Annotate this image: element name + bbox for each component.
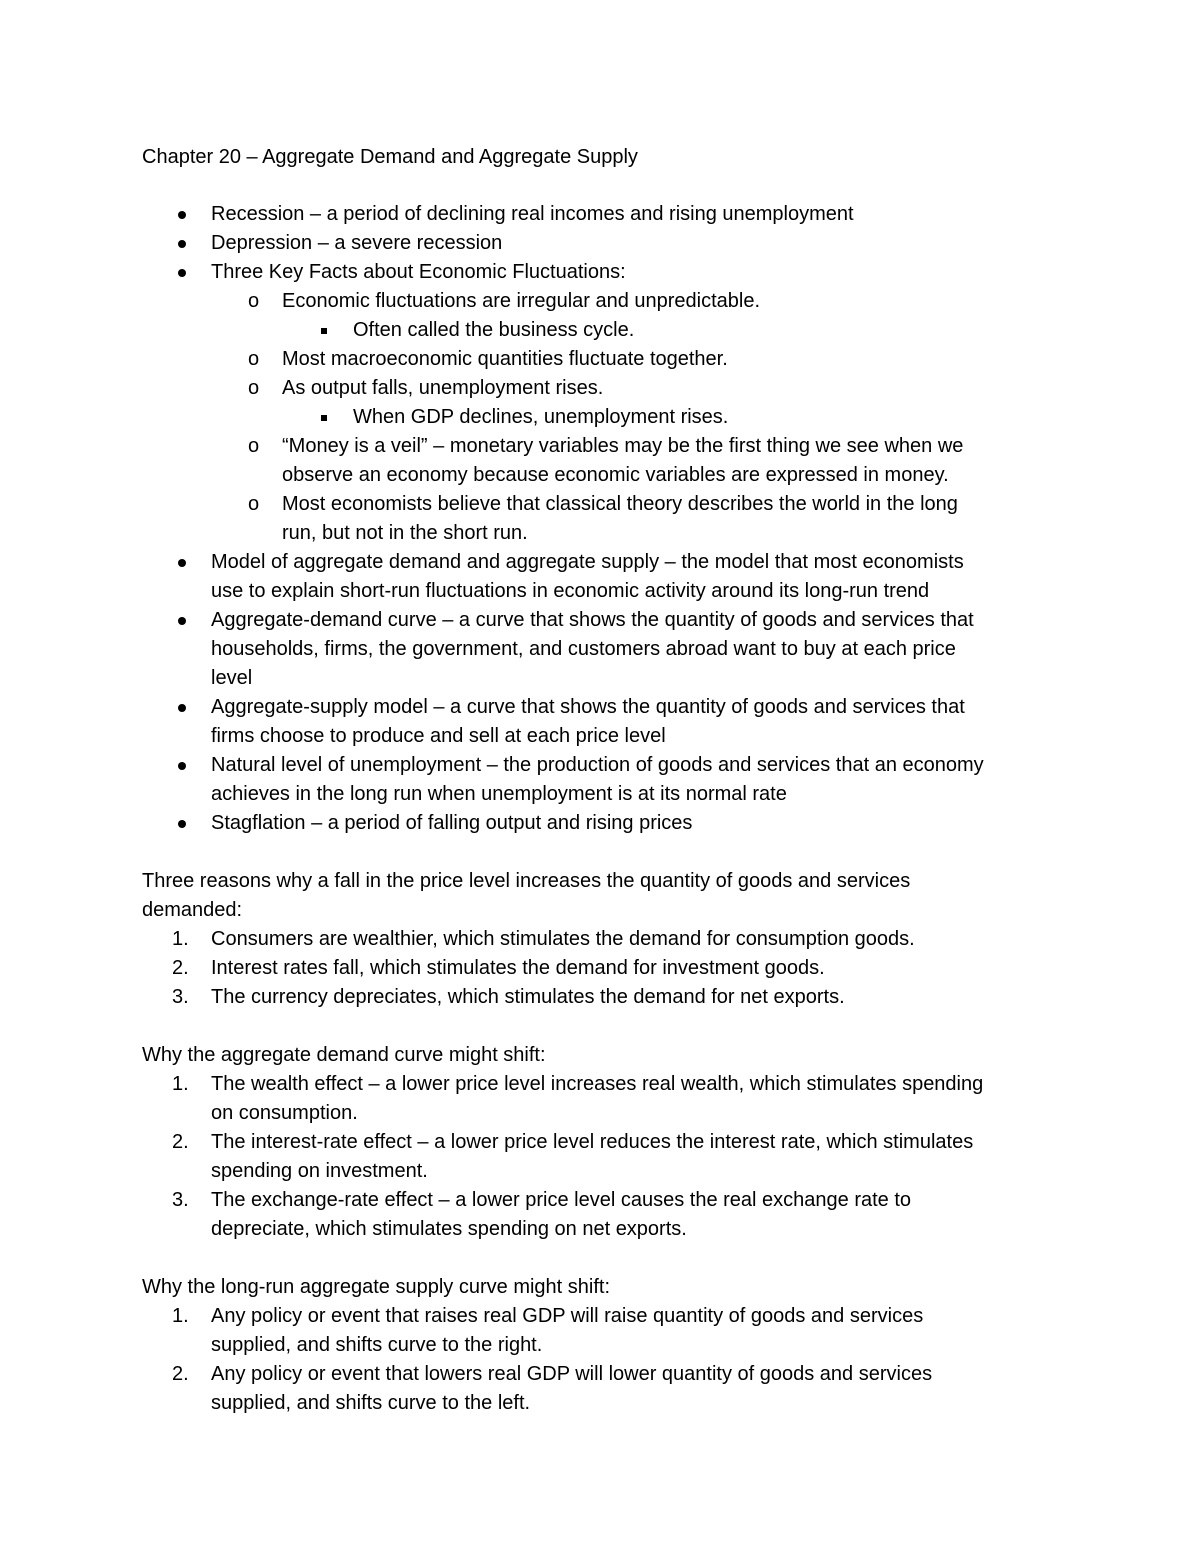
section-heading: Why the long-run aggregate supply curve might shift: [142,1276,611,1298]
list-item-text: Three Key Facts about Economic Fluctuations: [211,261,626,283]
list-item-text: Aggregate-demand curve – a curve that shows the quantity of goods and services that [211,609,974,631]
bullet-dot-icon [178,559,186,567]
list-number: 2. [172,957,189,979]
list-item-text: Depression – a severe recession [211,232,503,254]
bullet-circle-icon: o [248,493,260,515]
bullet-circle-icon: o [248,290,260,312]
numbered-item-text: Consumers are wealthier, which stimulates the demand for consumption goods. [211,928,915,950]
bullet-dot-icon [178,704,186,712]
list-number: 1. [172,928,189,950]
bullet-dot-icon [178,617,186,625]
list-item-text: When GDP declines, unemployment rises. [353,406,729,428]
section-heading: Three reasons why a fall in the price level increases the quantity of goods and services [142,870,911,892]
numbered-item-text: The currency depreciates, which stimulates the demand for net exports. [211,986,845,1008]
list-item-text: Economic fluctuations are irregular and unpredictable. [282,290,761,312]
bullet-dot-icon [178,820,186,828]
numbered-item-text: on consumption. [211,1102,358,1124]
section-heading: Why the aggregate demand curve might shift: [142,1044,546,1066]
list-item-text: households, firms, the government, and customers abroad want to buy at each price [211,638,956,660]
list-item-text: use to explain short-run fluctuations in economic activity around its long-run trend [211,580,930,602]
list-item-text: level [211,667,253,689]
list-number: 3. [172,1189,189,1211]
bullet-circle-icon: o [248,377,260,399]
list-item-text: firms choose to produce and sell at each price level [211,725,666,747]
list-number: 3. [172,986,189,1008]
numbered-item-text: depreciate, which stimulates spending on net exports. [211,1218,687,1240]
numbered-item-text: Any policy or event that raises real GDP will raise quantity of goods and services [211,1305,924,1327]
list-item-text: As output falls, unemployment rises. [282,377,604,399]
bullet-dot-icon [178,240,186,248]
page-title: Chapter 20 – Aggregate Demand and Aggregate Supply [142,146,638,168]
numbered-item-text: spending on investment. [211,1160,428,1182]
list-item-text: “Money is a veil” – monetary variables may be the first thing we see when we [282,435,964,457]
list-number: 2. [172,1363,189,1385]
bullet-circle-icon: o [248,435,260,457]
numbered-item-text: The wealth effect – a lower price level increases real wealth, which stimulates spending [211,1073,984,1095]
list-item-text: achieves in the long run when unemployment is at its normal rate [211,783,787,805]
bullet-circle-icon: o [248,348,260,370]
list-item-text: Often called the business cycle. [353,319,635,341]
bullet-square-icon [321,415,327,421]
list-number: 1. [172,1305,189,1327]
bullet-dot-icon [178,211,186,219]
list-item-text: observe an economy because economic variables are expressed in money. [282,464,949,486]
list-item-text: Recession – a period of declining real incomes and rising unemployment [211,203,854,225]
list-item-text: Model of aggregate demand and aggregate supply – the model that most economists [211,551,964,573]
list-item-text: Most economists believe that classical theory describes the world in the long [282,493,958,515]
list-item-text: Stagflation – a period of falling output and rising prices [211,812,693,834]
numbered-item-text: supplied, and shifts curve to the right. [211,1334,543,1356]
list-item-text: Most macroeconomic quantities fluctuate together. [282,348,728,370]
numbered-item-text: Interest rates fall, which stimulates the demand for investment goods. [211,957,825,979]
list-number: 1. [172,1073,189,1095]
section-heading: demanded: [142,899,243,921]
list-item-text: Aggregate-supply model – a curve that shows the quantity of goods and services that [211,696,965,718]
list-item-text: run, but not in the short run. [282,522,528,544]
bullet-dot-icon [178,269,186,277]
numbered-item-text: The interest-rate effect – a lower price level reduces the interest rate, which stimulates [211,1131,974,1153]
numbered-item-text: Any policy or event that lowers real GDP will lower quantity of goods and services [211,1363,933,1385]
bullet-dot-icon [178,762,186,770]
numbered-item-text: supplied, and shifts curve to the left. [211,1392,531,1414]
bullet-square-icon [321,328,327,334]
numbered-item-text: The exchange-rate effect – a lower price level causes the real exchange rate to [211,1189,912,1211]
list-number: 2. [172,1131,189,1153]
list-item-text: Natural level of unemployment – the production of goods and services that an economy [211,754,984,776]
